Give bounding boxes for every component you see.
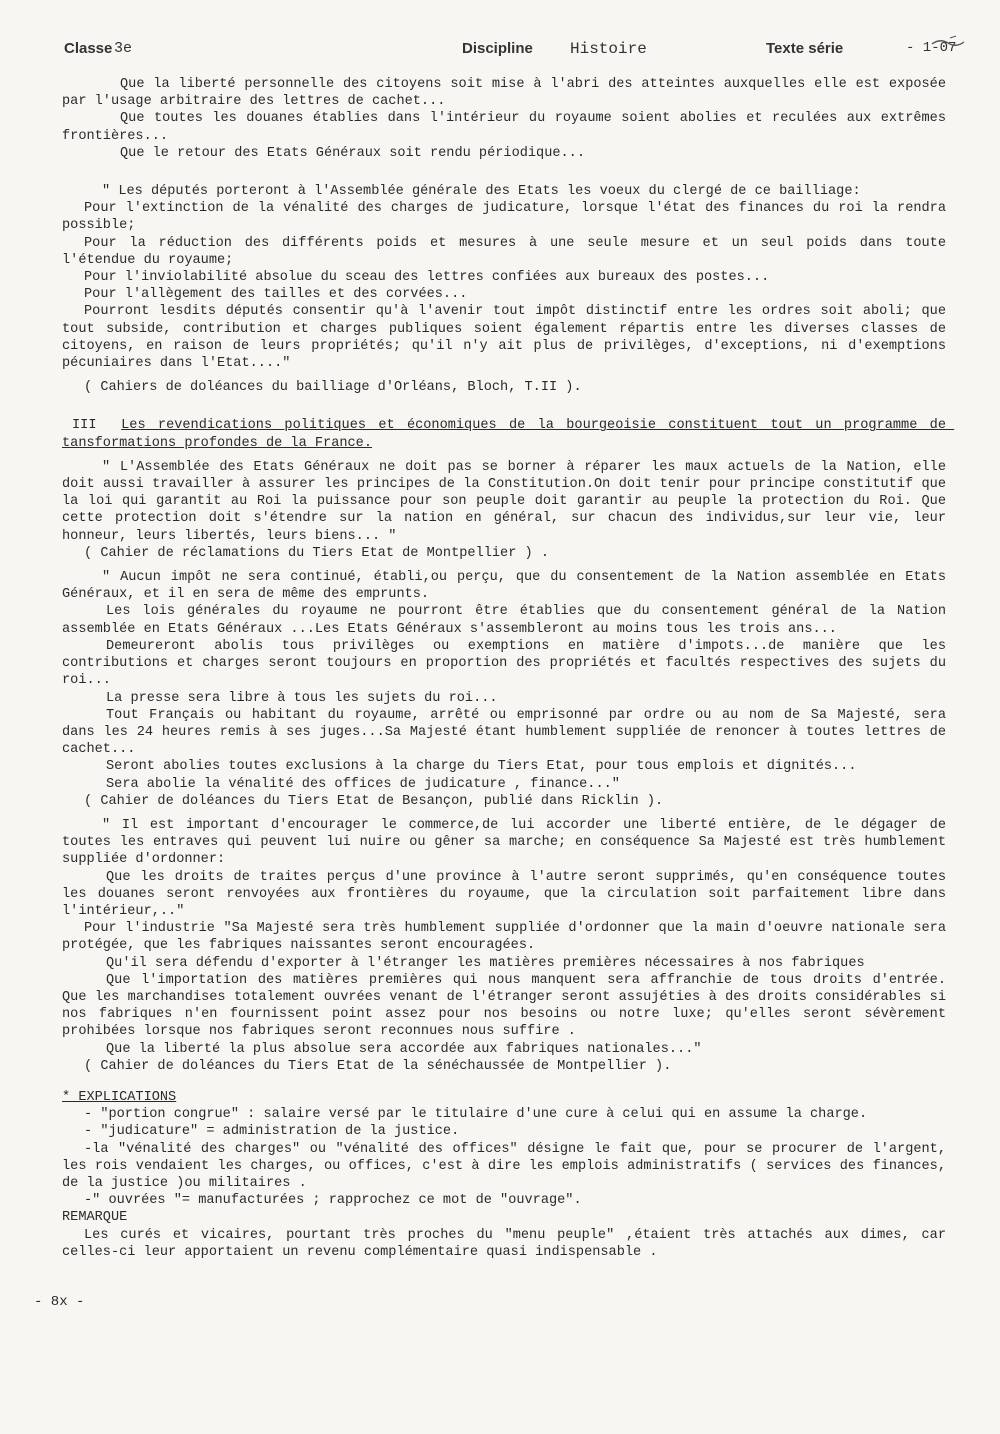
paragraph: Tout Français ou habitant du royaume, arrêté ou emprisonné par ordre ou au nom de Sa Majesté, sera dans les 24 heures remis à ses juges...Sa Majesté étant humblement suppliée de renoncer à toutes lettres de cachet...	[62, 707, 955, 758]
paragraph: " Il est important d'encourager le commerce,de lui accorder une liberté entière, de le dégager de toutes les entraves qui peuvent lui nuire ou gêner sa marche; en conséquence Sa Majesté est très humblement suppliée d'ordonner:	[62, 817, 955, 868]
citation-source: ( Cahier de doléances du Tiers Etat de la sénéchaussée de Montpellier ).	[84, 1058, 672, 1074]
citation-source: ( Cahier de doléances du Tiers Etat de Besançon, publié dans Ricklin ).	[84, 793, 664, 809]
paragraph: Pour l'extinction de la vénalité des charges de judicature, lorsque l'état des finances du roi la rendra possible;	[62, 201, 955, 234]
citation-source: ( Cahier de réclamations du Tiers Etat de Montpellier ) .	[84, 545, 549, 561]
remarque-text: Les curés et vicaires, pourtant très proches du "menu peuple" ,étaient très attachés aux dimes, car celles-ci leur apportaient un revenu complémentaire quasi indispensable .	[62, 1227, 955, 1260]
texte-serie-label: Texte série	[766, 40, 844, 57]
section-number: III	[72, 418, 97, 434]
paragraph: Que toutes les douanes établies dans l'intérieur du royaume soient abolies et reculées aux extrêmes frontières...	[62, 111, 955, 144]
paragraph: Sera abolie la vénalité des offices de judicature , finance..."	[106, 776, 620, 792]
explications-heading: * EXPLICATIONS	[62, 1089, 177, 1105]
explication-item: -" ouvrées "= manufacturées ; rapprochez ce mot de "ouvrage".	[84, 1193, 582, 1209]
paragraph: Les lois générales du royaume ne pourront être établies que du consentement général de la Nation assemblée en Etats Généraux ...Les Etats Généraux s'assembleront au moins tous les trois ans...	[62, 604, 955, 637]
paragraph: Pour l'inviolabilité absolue du sceau des lettres confiées aux bureaux des postes...	[84, 270, 770, 286]
page-number: - 8x -	[34, 1294, 85, 1310]
paragraph: Demeureront abolis tous privilèges ou exemptions en matière d'impots...de manière que les contributions et charges seront toujours en proportion des propriétés et facultés respectives des sujets du roi...	[62, 638, 955, 689]
page-header	[64, 40, 960, 66]
remarque-heading: REMARQUE	[62, 1210, 128, 1226]
handwritten-mark-icon	[930, 34, 970, 50]
explication-item: -la "vénalité des charges" ou "vénalité des offices" désigne le fait que, pour se procurer de l'argent, les rois vendaient les charges, ou offices, c'est à dire les emplois administratifs ( services des finances, de la justice )ou militaires .	[62, 1141, 955, 1191]
paragraph: Que la liberté personnelle des citoyens soit mise à l'abri des atteintes auxquelles elle est exposée par l'usage arbitraire des lettres de cachet...	[62, 77, 955, 110]
discipline-label: Discipline	[462, 40, 533, 57]
paragraph: " L'Assemblée des Etats Généraux ne doit pas se borner à réparer les maux actuels de la Nation, elle doit aussi travailler à assurer les principes de la Constitution.On doit tenir pour principe constitutif que la loi qui garantit au Roi la puissance pour son peuple doit garantir au peuple la protection du Roi. Que cette protection doit s'étendre sur la nation en général, sur chacun des individus,sur leur vie, leur honneur, leurs libertés, leurs biens... "	[62, 459, 955, 544]
paragraph: Que les droits de traites perçus d'une province à l'autre seront supprimés, qu'en conséquence toutes les douanes seront renvoyées aux frontières du royaume, que la circulation soit parfaitement libre dans l'intérieur,.."	[62, 869, 955, 919]
paragraph: Que la liberté la plus absolue sera accordée aux fabriques nationales..."	[106, 1041, 702, 1057]
classe-label: Classe	[64, 40, 113, 57]
paragraph: Que le retour des Etats Généraux soit rendu périodique...	[120, 145, 585, 161]
paragraph: Pour l'allègement des tailles et des corvées...	[84, 287, 468, 303]
texte-serie-value: - 1-07	[906, 40, 957, 56]
discipline-value: Histoire	[570, 40, 647, 58]
paragraph: La presse sera libre à tous les sujets du roi...	[106, 690, 498, 706]
classe-value: 3e	[114, 40, 133, 57]
paragraph: Que l'importation des matières premières qui nous manquent sera affranchie de tous droits d'entrée. Que les marchandises totalement ouvrées venant de l'étranger seront assujéties à des droits considérables si nos fabriques n'en fournissent point assez pour nos besoins ou notre luxe; qu'elles seront sévèrement prohibées lorsque nos fabriques seront reconnues nous suffire .	[62, 972, 955, 1040]
citation-source: ( Cahiers de doléances du bailliage d'Orléans, Bloch, T.II ).	[84, 380, 582, 396]
explication-item: - "portion congrue" : salaire versé par le titulaire d'une cure à celui qui en assume la charge.	[84, 1107, 868, 1123]
paragraph: Seront abolies toutes exclusions à la charge du Tiers Etat, pour tous emplois et dignités...	[106, 759, 857, 775]
section-heading	[62, 417, 955, 451]
paragraph: Pourront lesdits députés consentir qu'à l'avenir tout impôt distinctif entre les ordres soit aboli; que tout subside, contribution et charges publiques soient également répartis entre les diverses classes de citoyens, en raison de leurs propriétés; qu'il n'y ait plus de privilèges, d'exceptions, ni d'exemptions pécuniaires dans l'Etat...."	[62, 304, 955, 372]
paragraph: Qu'il sera défendu d'exporter à l'étranger les matières premières nécessaires à nos fabriques	[106, 955, 865, 971]
paragraph: " Les députés porteront à l'Assemblée générale des Etats les voeux du clergé de ce bailliage:	[102, 184, 861, 200]
explication-item: - "judicature" = administration de la justice.	[84, 1124, 460, 1140]
paragraph: Pour la réduction des différents poids et mesures à une seule mesure et un seul poids dans toute l'étendue du royaume;	[62, 235, 955, 268]
paragraph: Pour l'industrie "Sa Majesté sera très humblement suppliée d'ordonner que la main d'oeuvre nationale sera protégée, que les fabriques naissantes seront encouragées.	[62, 921, 955, 954]
document-body	[62, 76, 955, 1261]
paragraph: " Aucun impôt ne sera continué, établi,ou perçu, que du consentement de la Nation assemblée en Etats Généraux, et il en sera de même des emprunts.	[62, 570, 955, 603]
section-title: Les revendications politiques et économiques de la bourgeoisie constituent tout un programme de tansformations profondes de la France.	[62, 418, 955, 451]
